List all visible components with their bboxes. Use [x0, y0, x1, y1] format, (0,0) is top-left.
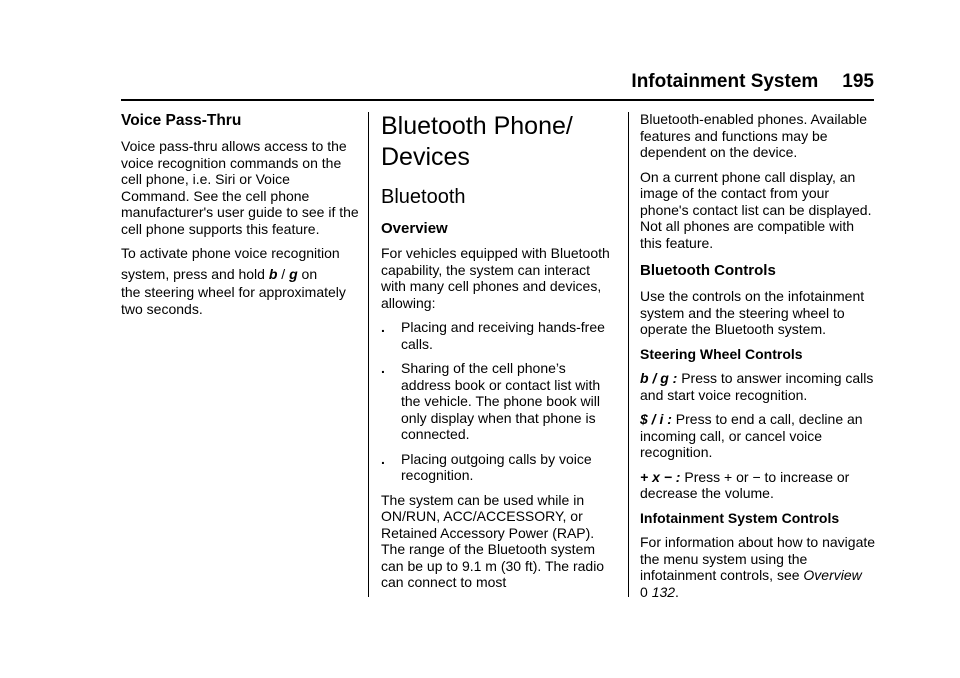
volume-control: + x − : Press + or − to increase or decrease the volume.	[640, 468, 850, 501]
page-number: 195	[842, 71, 874, 92]
page-header	[500, 70, 874, 94]
press-hold-line: system, press and hold b / g on	[121, 265, 318, 282]
bullet-item: . Sharing of the cell phone’s address book or contact list with the vehicle. The phone book will only display when that phone is connected.	[381, 360, 601, 442]
overview-paragraph: For vehicles equipped with Bluetooth capability, the system can interact with many cell phones and devices, allowing:	[381, 245, 610, 311]
infotainment-controls-heading: Infotainment System Controls	[640, 509, 840, 526]
column-1	[121, 111, 359, 325]
bluetooth-section-heading: Bluetooth	[381, 186, 466, 208]
column-2	[381, 111, 617, 599]
column-divider-left	[368, 112, 369, 597]
bluetooth-phones-paragraph: Bluetooth-enabled phones. Available features and functions may be dependent on the device.	[640, 111, 868, 160]
column-divider-right	[628, 112, 629, 597]
answer-call-control: b / g : Press to answer incoming calls and start voice recognition.	[640, 370, 874, 403]
activate-paragraph: To activate phone voice recognition	[121, 245, 340, 261]
steering-wheel-paragraph: the steering wheel for approximately two seconds.	[121, 284, 346, 317]
bluetooth-controls-heading: Bluetooth Controls	[640, 262, 776, 279]
bullet-item: . Placing and receiving hands-free calls.	[381, 319, 605, 352]
column-3	[640, 111, 876, 608]
answer-voice-icon: b / g :	[640, 370, 678, 386]
page-reference[interactable]: 132	[651, 583, 676, 600]
overview-heading: Overview	[381, 220, 448, 237]
contact-image-paragraph: On a current phone call display, an image of the contact from your phone's contact list can be displayed. Not all phones are compatible with this feature.	[640, 168, 872, 251]
overview-link[interactable]: Overview	[803, 567, 862, 583]
header-rule	[121, 99, 874, 101]
phone-voice-icon: b	[268, 265, 278, 282]
voice-pass-thru-paragraph: Voice pass-thru allows access to the voice recognition commands on the cell phone, i.e. Siri or Voice Command. See the cell phone manufacturer's user guide to see if the cell phone supports this feature.	[121, 138, 359, 237]
voice-icon: g	[289, 265, 298, 282]
steering-wheel-controls-heading: Steering Wheel Controls	[640, 345, 803, 362]
bluetooth-phone-title: Bluetooth Phone/ Devices	[381, 112, 573, 171]
section-title: Infotainment System	[631, 71, 819, 92]
controls-paragraph: Use the controls on the infotainment system and the steering wheel to operate the Bluetooth system.	[640, 288, 865, 337]
voice-pass-thru-heading: Voice Pass-Thru	[121, 112, 242, 129]
volume-icon: + x − :	[640, 468, 681, 485]
bullet-item: . Placing outgoing calls by voice recognition.	[381, 450, 592, 483]
system-range-paragraph: The system can be used while in ON/RUN, ACC/ACCESSORY, or Retained Accessory Power (RAP). The range of the Bluetooth system can be up to 9.1 m (30 ft). The radio can connect to most	[381, 491, 605, 590]
end-call-icon: $ / i :	[640, 411, 672, 427]
end-call-control: $ / i : Press to end a call, decline an incoming call, or cancel voice recognition.	[640, 411, 863, 460]
page-ref-icon: 0	[640, 583, 648, 600]
navigate-menu-paragraph: For information about how to navigate the menu system using the infotainment controls, see Overview 0 132.	[640, 534, 876, 600]
